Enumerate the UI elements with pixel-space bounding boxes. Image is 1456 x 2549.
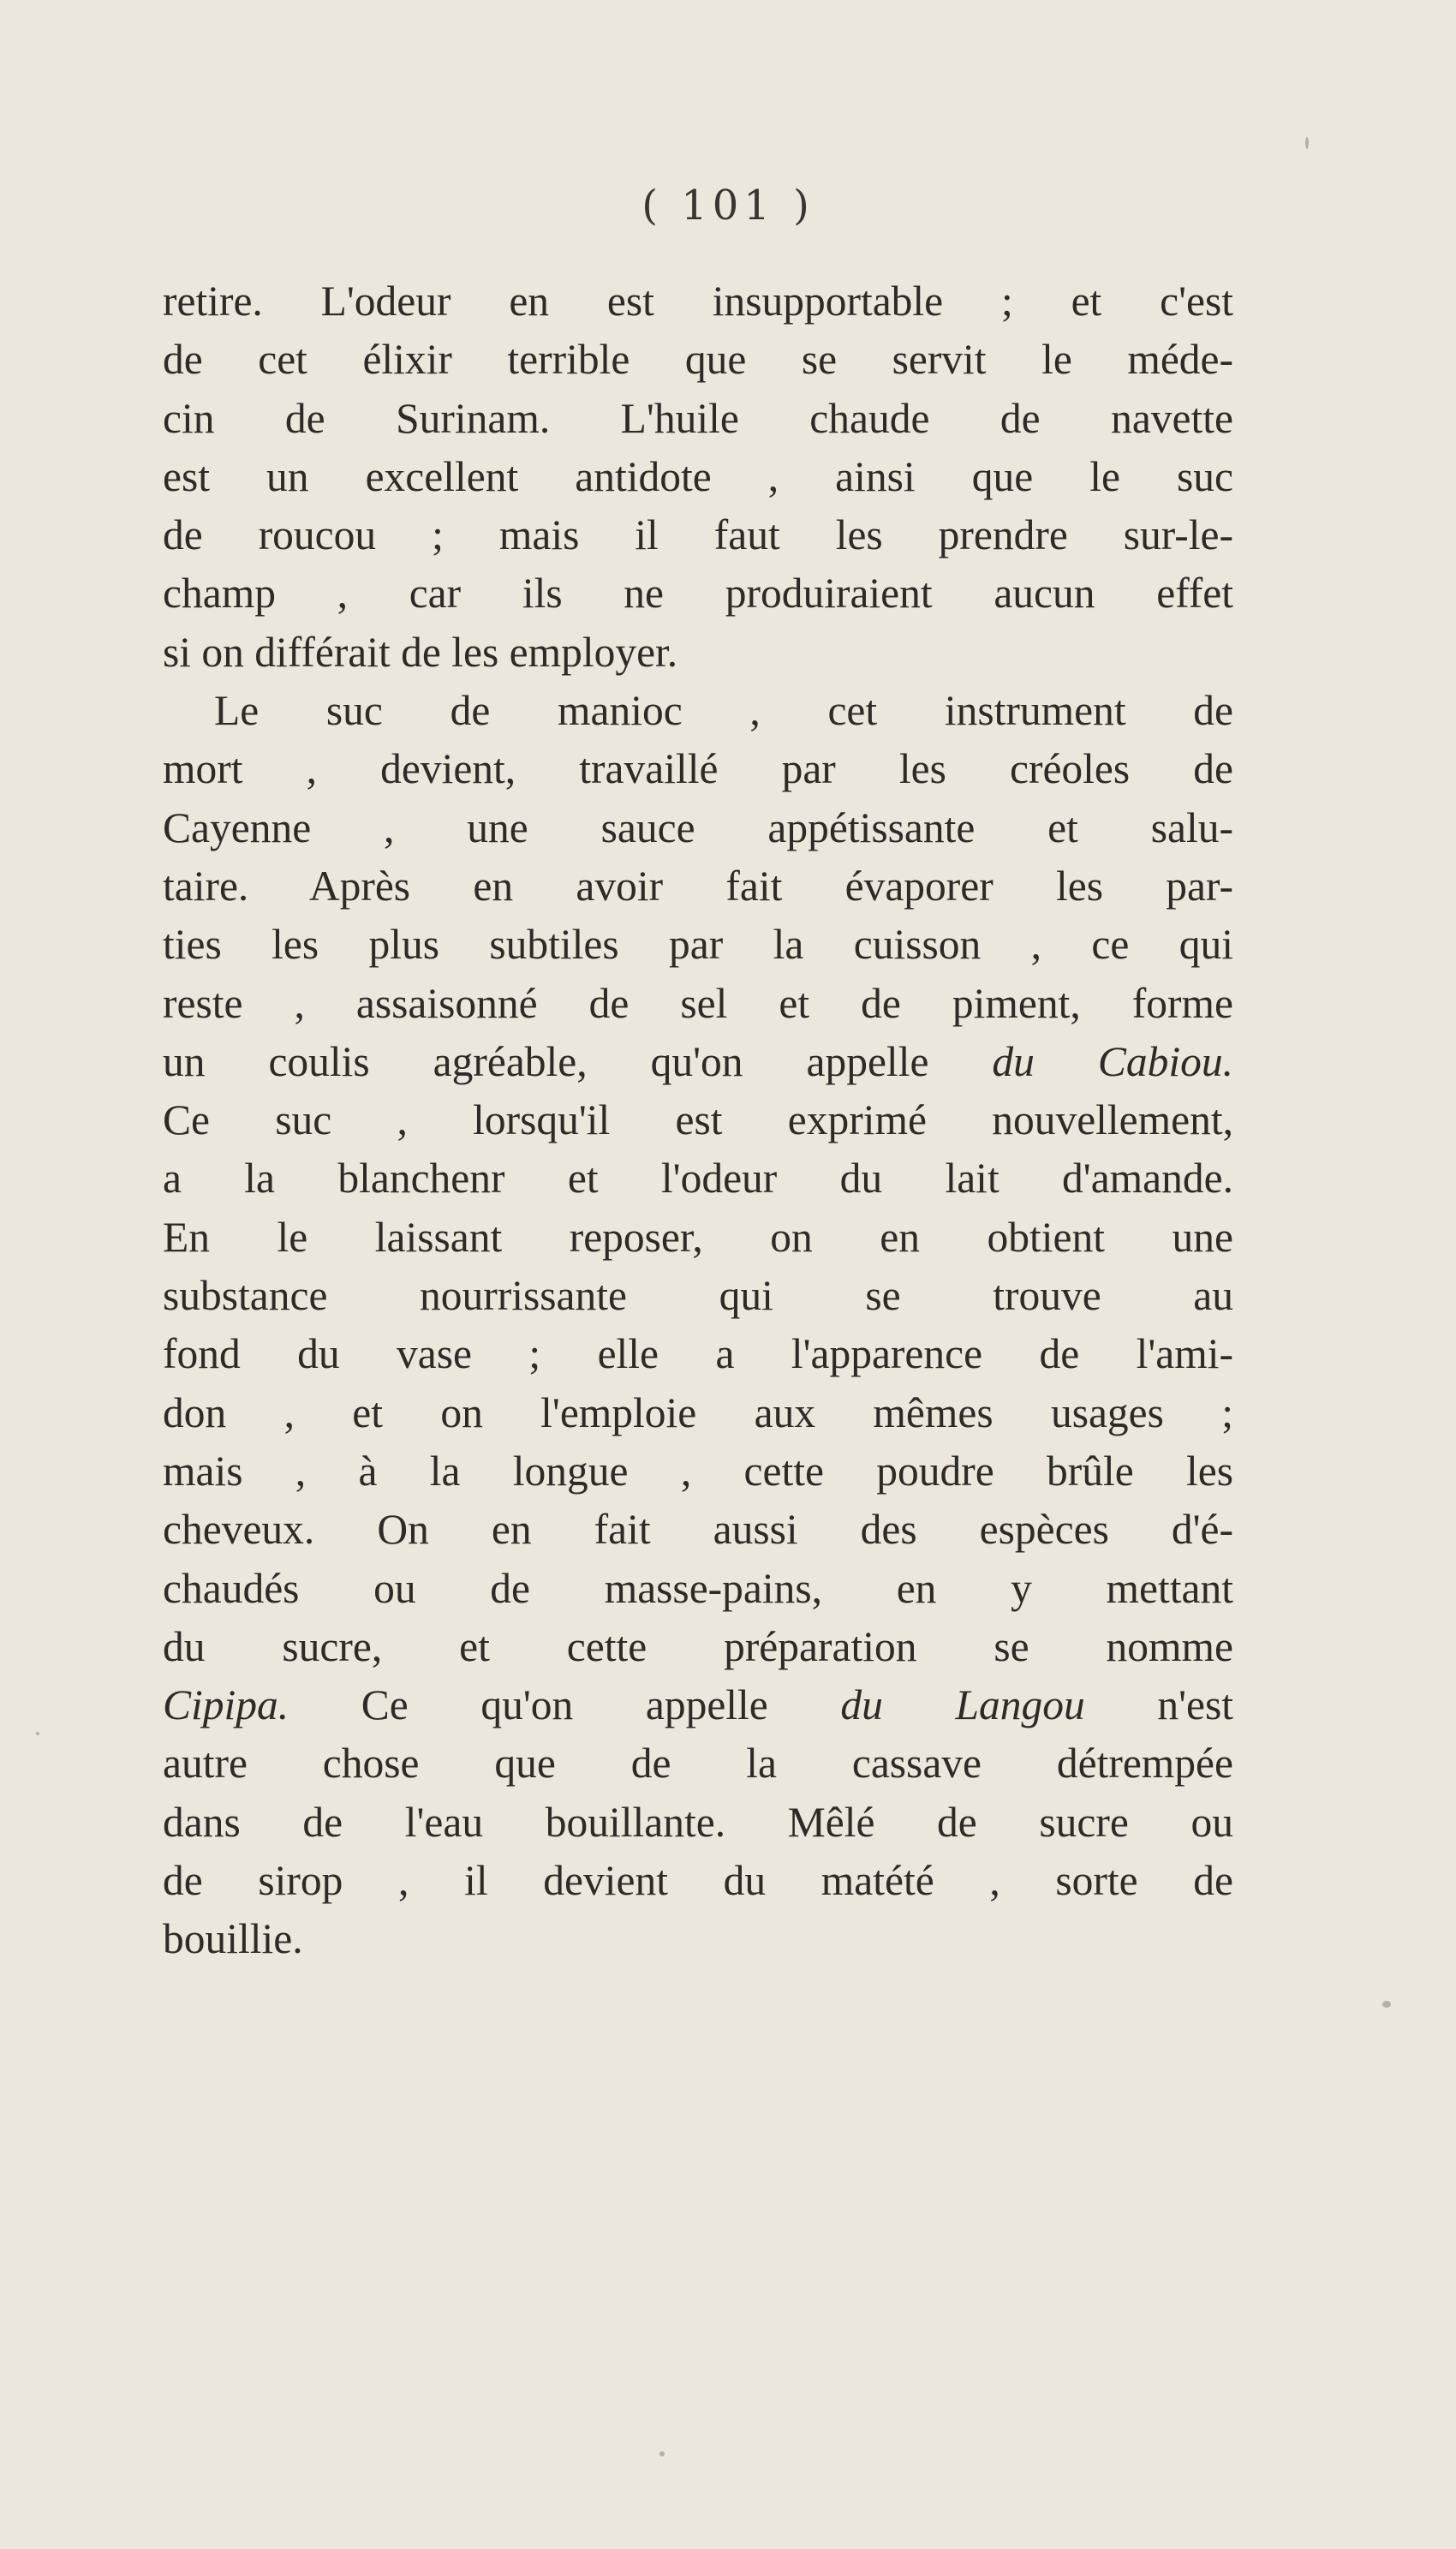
text-line: Le suc de manioc , cet instrument de xyxy=(214,687,1233,735)
text-line: un coulis agréable, qu'on appelle du Cabiou. xyxy=(163,1037,1233,1085)
text-line: de sirop , il devient du matété , sorte de xyxy=(163,1857,1233,1905)
italic-term: du Cabiou. xyxy=(992,1037,1233,1085)
text-line: Cayenne , une sauce appétissante et salu- xyxy=(163,803,1233,851)
page-number: ( 101 ) xyxy=(641,182,815,230)
text-line: ties les plus subtiles par la cuisson , ce qui xyxy=(163,921,1233,969)
text-line: bouillie. xyxy=(163,1915,303,1963)
text-line: de cet élixir terrible que se servit le méde- xyxy=(163,336,1233,384)
text-line: a la blanchenr et l'odeur du lait d'amande. xyxy=(163,1155,1233,1203)
text-line: du sucre, et cette préparation se nomme xyxy=(163,1622,1233,1670)
text-line: si on différait de les employer. xyxy=(163,628,678,676)
text-line: Ce suc , lorsqu'il est exprimé nouvellement, xyxy=(163,1096,1233,1144)
text-line: Cipipa. Ce qu'on appelle du Langou n'est xyxy=(163,1681,1234,1729)
paper-speck xyxy=(1382,2001,1391,2008)
text-line: cheveux. On en fait aussi des espèces d'é- xyxy=(163,1506,1233,1554)
text-line: dans de l'eau bouillante. Mêlé de sucre ou xyxy=(163,1798,1233,1846)
paper-speck xyxy=(36,1732,39,1735)
text-line: champ , car ils ne produiraient aucun effet xyxy=(163,570,1233,618)
text-line: substance nourrissante qui se trouve au xyxy=(163,1272,1233,1320)
text-line: autre chose que de la cassave détrempée xyxy=(163,1740,1233,1788)
text-line: reste , assaisonné de sel et de piment, forme xyxy=(163,979,1233,1027)
text-line: don , et on l'emploie aux mêmes usages ; xyxy=(163,1388,1233,1436)
text-line: mais , à la longue , cette poudre brûle les xyxy=(163,1447,1233,1495)
text-line: chaudés ou de masse-pains, en y mettant xyxy=(163,1564,1233,1612)
paper-speck xyxy=(1305,137,1309,149)
text-line: fond du vase ; elle a l'apparence de l'ami- xyxy=(163,1330,1233,1378)
text-line: En le laissant reposer, on en obtient une xyxy=(163,1213,1233,1261)
text-line: mort , devient, travaillé par les créoles de xyxy=(163,745,1233,793)
text-line: taire. Après en avoir fait évaporer les par- xyxy=(163,862,1233,910)
text-line: est un excellent antidote , ainsi que le suc xyxy=(163,452,1233,500)
body-text xyxy=(163,272,1233,1969)
text-line: de roucou ; mais il faut les prendre sur-le- xyxy=(163,511,1233,559)
text-line: retire. L'odeur en est insupportable ; et c'est xyxy=(163,278,1233,325)
text-line: cin de Surinam. L'huile chaude de navette xyxy=(163,394,1233,442)
italic-term: Cipipa. xyxy=(163,1681,289,1729)
paper-speck xyxy=(659,2451,665,2456)
italic-term: du Langou xyxy=(840,1681,1085,1729)
